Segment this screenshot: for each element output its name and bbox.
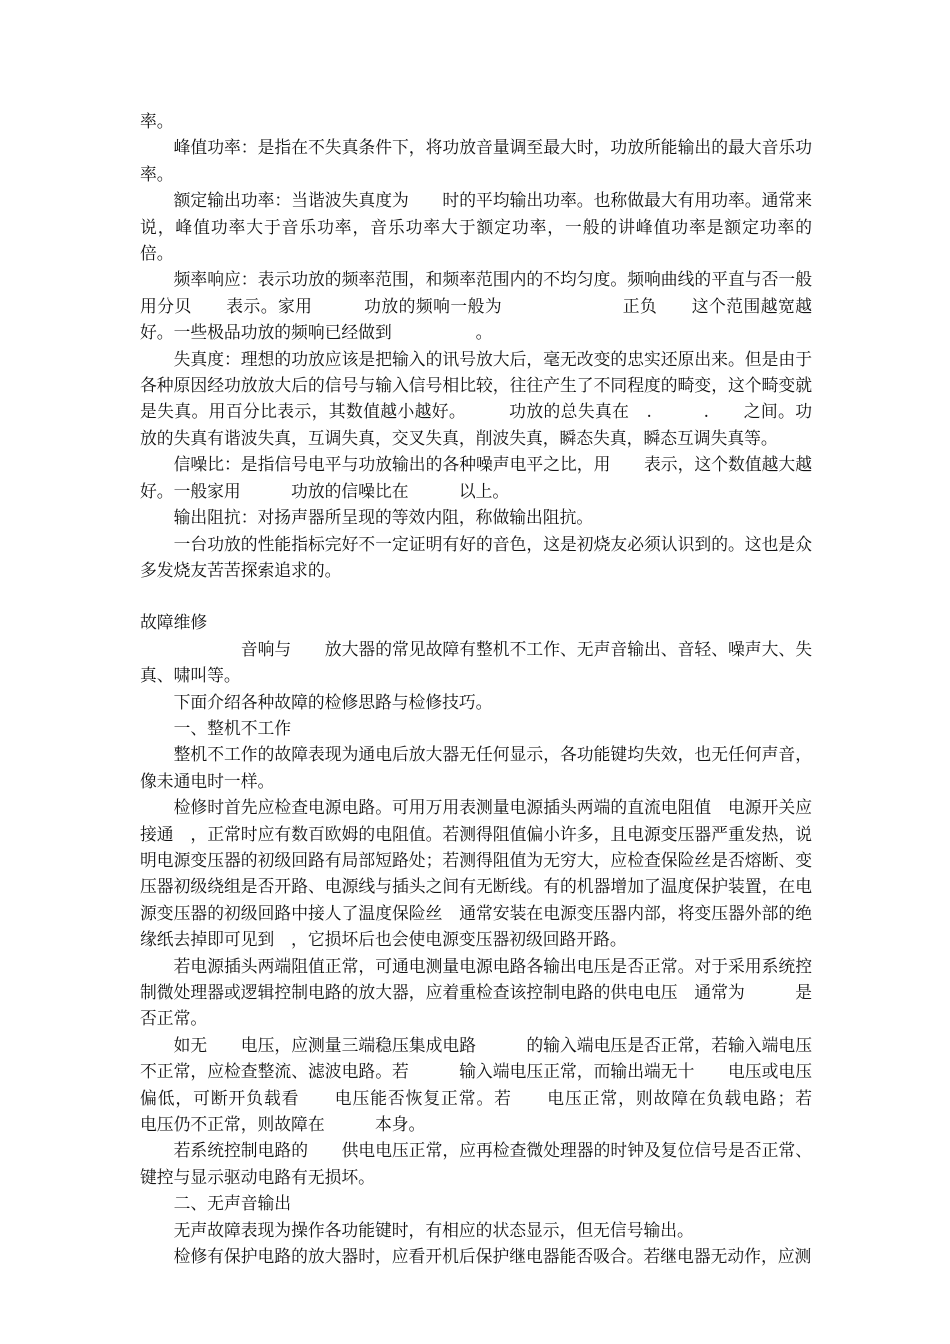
paragraph-signal-to-noise: 信噪比：是指信号电平与功放输出的各种噪声电平之比，用 表示，这个数值越大越好。一般家用 功放的信噪比在 以上。 xyxy=(140,454,812,501)
paragraph-check-power-supply: 检修时首先应检查电源电路。可用万用表测量电源插头两端的直流电阻值 电源开关应接通 ，正常时应有数百欧姆的电阻值。若测得阻值偏小许多，且电源变压器严重发热，说明电源变压器的初级回路有局部短路处；若测得阻值为无穷大，应检查保险丝是否熔断、变压器初级绕组是否开路、电源线与插头之间有无断线。有的机器增加了温度保护装置，在电源变压器的初级回路中接人了温度保险丝 通常安装在电源变压器内部，将变压器外部的绝缘纸去掉即可见到 ，它损坏后也会使电源变压器初级回路开路。 xyxy=(140,797,812,950)
paragraph-no-power-symptom: 整机不工作的故障表现为通电后放大器无任何显示，各功能键均失效，也无任何声音，像未通电时一样。 xyxy=(140,744,812,791)
section-heading-repair: 故障维修 xyxy=(140,612,208,633)
blank-line xyxy=(140,583,812,609)
paragraph-protection-relay: 检修有保护电路的放大器时，应看开机后保护继电器能否吸合。若继电器无动作，应测 xyxy=(173,1246,812,1267)
paragraph-common-faults: 音响与 放大器的常见故障有整机不工作、无声音输出、音轻、噪声大、失真、啸叫等。 xyxy=(140,638,812,686)
paragraph-continuation: 率。 xyxy=(140,111,174,131)
paragraph-rated-output-power: 额定输出功率：当谐波失真度为 时的平均输出功率。也称做最大有用功率。通常来说，峰值功率大于音乐功率，音乐功率大于额定功率，一般的讲峰值功率是额定功率的 倍。 xyxy=(140,190,880,264)
paragraph-intro-techniques: 下面介绍各种故障的检修思路与检修技巧。 xyxy=(173,691,493,712)
paragraph-output-impedance: 输出阻抗：对扬声器所呈现的等效内阻，称做输出阻抗。 xyxy=(173,507,594,528)
subheading-no-sound: 二、无声音输出 xyxy=(173,1193,292,1214)
subheading-no-power: 一、整机不工作 xyxy=(173,717,292,738)
paragraph-peak-power: 峰值功率：是指在不失真条件下，将功放音量调至最大时，功放所能输出的最大音乐功率。 xyxy=(140,137,812,184)
paragraph-check-voltages: 若电源插头两端阻值正常，可通电测量电源电路各输出电压是否正常。对于采用系统控制微处理器或逻辑控制电路的放大器，应着重检查该控制电路的供电电压 通常为 是否正常。 xyxy=(140,955,812,1029)
paragraph-frequency-response: 频率响应：表示功放的频率范围，和频率范围内的不均匀度。频响曲线的平直与否一般用分贝 表示。家用 功放的频响一般为 正负 这个范围越宽越好。一些极品功放的频响已经做到 。 xyxy=(140,269,812,343)
paragraph-no-sound-symptom: 无声故障表现为操作各功能键时，有相应的状态显示，但无信号输出。 xyxy=(173,1219,694,1240)
paragraph-performance-note: 一台功放的性能指标完好不一定证明有好的音色，这是初烧友必须认识到的。这也是众多发烧友苦苦探索追求的。 xyxy=(140,533,812,580)
paragraph-distortion: 失真度：理想的功放应该是把输入的讯号放大后，毫无改变的忠实还原出来。但是由于各种原因经功放放大后的信号与输入信号相比较，往往产生了不同程度的畸变，这个畸变就是失真。用百分比表示，其数值越小越好。 功放的总失真在 . . 之间。功放的失真有谐波失真，互调失真，交叉失真，削波失真，瞬态失真，瞬态互调失真等。 xyxy=(140,348,812,448)
paragraph-regulator-check: 如无 电压，应测量三端稳压集成电路 的输入端电压是否正常，若输入端电压不正常，应检查整流、滤波电路。若 输入端电压正常，而输出端无十 电压或电压偏低，可断开负载看 电压能否恢复正常。若 电压正常，则故障在负载电路；若 电压仍不正常，则故障在 本身。 xyxy=(140,1034,846,1135)
document-body xyxy=(140,108,880,1269)
paragraph-microprocessor-check: 若系统控制电路的 供电电压正常，应再检查微处理器的时钟及复位信号是否正常、键控与显示驱动电路有无损坏。 xyxy=(140,1140,812,1187)
